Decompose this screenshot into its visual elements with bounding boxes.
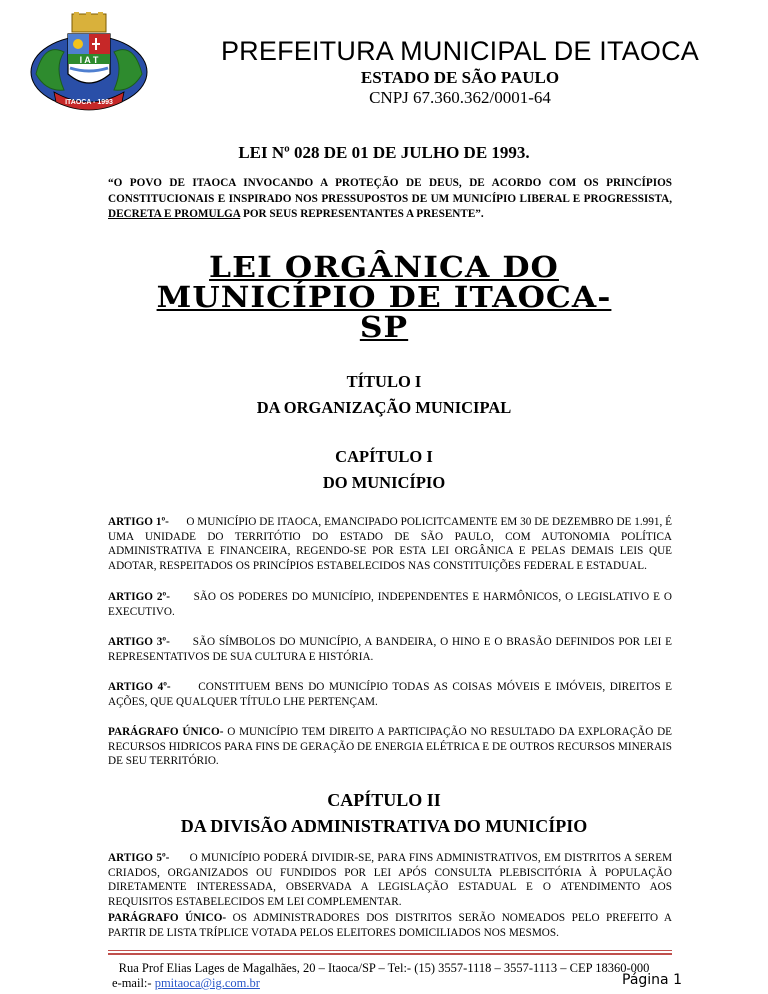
capitulo2-name: DA DIVISÃO ADMINISTRATIVA DO MUNICÍPIO [180, 816, 588, 836]
svg-text:I A T: I A T [79, 55, 99, 65]
main-title [77, 252, 690, 342]
article-text: O MUNICÍPIO DE ITAOCA, EMANCIPADO POLICITCAMENTE EM 30 DE DEZEMBRO DE 1.991, É UMA UNIDADE DO TERRITÓTIO DO ESTADO DE SÃO PAULO, COM AUTONOMIA POLÍTICA ADMINISTRATIVA E FINANCEIRA, REGENDO-SE POR ESTA LEI ORGÂNICA E PELAS DEMAIS LEIS QUE ADOTAR, RESPEITADOS OS PRINCÍPIOS ESTABELECIDOS NAS CONSTITUIÇÕES FEDERAL E ESTADUAL. [108, 516, 672, 573]
state-name: ESTADO DE SÃO PAULO [360, 68, 560, 87]
preamble-underlined: DECRETA E PROMULGA [108, 208, 241, 221]
main-title-line1: LEI ORGÂNICA DO [209, 250, 559, 284]
article-text: O MUNICÍPIO TEM DIREITO A PARTICIPAÇÃO NO RESULTADO DA EXPLORAÇÃO DE RECURSOS HIDRICOS PARA FINS DE GERAÇÃO DE ENERGIA ELÉTRICA E DE OUTROS RECURSOS MINERAIS DE SEU TERRITÓRIO. [108, 726, 672, 768]
article-text: CONSTITUEM BENS DO MUNICÍPIO TODAS AS COISAS MÓVEIS E IMÓVEIS, DIREITOS E AÇÕES, QUE QUALQUER TÍTULO LHE PERTENÇAM. [108, 681, 672, 708]
footer-email-line [112, 976, 260, 991]
capitulo1-label: CAPÍTULO I [335, 447, 433, 466]
email-label: e-mail:- [112, 976, 155, 990]
article-3 [108, 635, 672, 664]
page-number: Página 1 [622, 972, 682, 988]
titulo-label: TÍTULO I [346, 372, 422, 391]
article-label: ARTIGO 4º- [108, 681, 171, 693]
main-title-line3: SP [359, 310, 409, 344]
paragrafo-unico-2 [108, 911, 672, 940]
paragrafo-unico-1 [108, 725, 672, 769]
article-label: ARTIGO 1º- [108, 516, 169, 528]
article-text: SÃO SÍMBOLOS DO MUNICÍPIO, A BANDEIRA, O HINO E O BRASÃO DEFINIDOS POR LEI E REPRESENTATIVOS DE SUA CULTURA E HISTÓRIA. [108, 636, 672, 663]
footer-address: Rua Prof Elias Lages de Magalhães, 20 – Itaoca/SP – Tel:- (15) 3557-1118 – 3557-1113 – CEP 18360-000 [118, 961, 650, 975]
seal-ribbon-text: ITAOCA - 1993 [65, 99, 113, 106]
article-1 [108, 515, 672, 574]
law-title: LEI Nº 028 DE 01 DE JULHO DE 1993. [238, 143, 530, 162]
titulo-name: DA ORGANIZAÇÃO MUNICIPAL [256, 398, 512, 417]
email-link[interactable]: pmitaoca@ig.com.br [154, 976, 260, 990]
preamble [108, 176, 672, 223]
article-2 [108, 590, 672, 619]
article-label: ARTIGO 2º- [108, 591, 170, 603]
capitulo2-label: CAPÍTULO II [327, 790, 441, 810]
preamble-part2: POR SEUS REPRESENTANTES A PRESENTE”. [240, 208, 484, 221]
article-text: OS ADMINISTRADORES DOS DISTRITOS SERÃO NOMEADOS PELO PREFEITO A PARTIR DE LISTA TRÍPLICE VOTADA PELOS ELEITORES DOMICILIADOS NOS MESMOS. [108, 912, 673, 939]
cnpj: CNPJ 67.360.362/0001-64 [369, 88, 551, 107]
article-label: PARÁGRAFO ÚNICO- [108, 726, 224, 738]
main-title-line2: MUNICÍPIO DE ITAOCA- [156, 280, 612, 314]
article-5 [108, 851, 672, 910]
municipal-seal-logo [24, 12, 154, 112]
preamble-part1: “O POVO DE ITAOCA INVOCANDO A PROTEÇÃO DE DEUS, DE ACORDO COM OS PRINCÍPIOS CONSTITUCIONAIS E INSPIRADO NOS PRESSUPOSTOS DE UM MUNICÍPIO LIBERAL E PROGRESSISTA, [108, 177, 672, 205]
footer-rule [108, 953, 672, 955]
article-4 [108, 680, 672, 709]
footer-rule [108, 950, 672, 951]
municipality-title: PREFEITURA MUNICIPAL DE ITAOCA [220, 36, 700, 66]
article-label: ARTIGO 3º- [108, 636, 170, 648]
article-text: O MUNICÍPIO PODERÁ DIVIDIR-SE, PARA FINS ADMINISTRATIVOS, EM DISTRITOS A SEREM CRIADOS, ORGANIZADOS OU FUNDIDOS POR LEI APÓS CONSULTA PLEBISCITÓRIA À POPULAÇÃO DIRETAMENTE INTERESSADA, OBSERVADA A LEGISLAÇÃO ESTADUAL E O ATENDIMENTO AOS REQUISITOS ESTABELECIDOS EM LEI COMPLEMENTAR. [108, 852, 673, 909]
article-label: PARÁGRAFO ÚNICO- [108, 912, 227, 924]
capitulo1-name: DO MUNICÍPIO [322, 473, 446, 492]
article-text: SÃO OS PODERES DO MUNICÍPIO, INDEPENDENTES E HARMÔNICOS, O LEGISLATIVO E O EXECUTIVO. [108, 591, 672, 618]
article-label: ARTIGO 5º- [108, 852, 170, 864]
